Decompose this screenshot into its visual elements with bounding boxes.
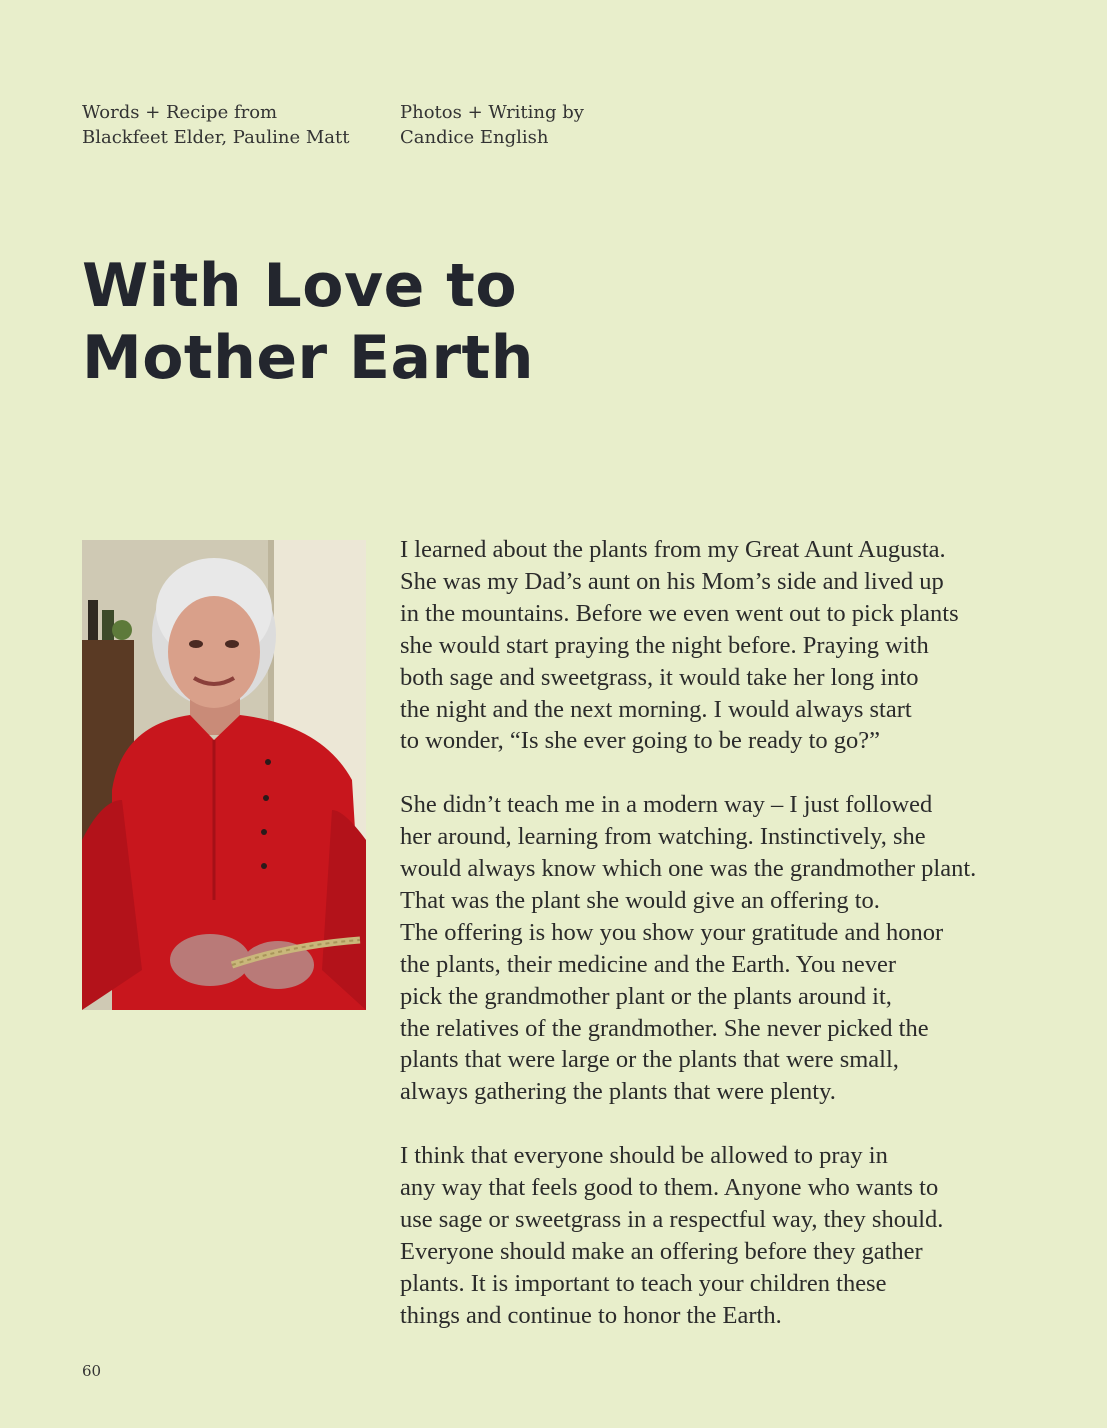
credit-line: Photos + Writing by	[400, 102, 584, 123]
text-line: always gathering the plants that were plenty.	[400, 1078, 836, 1106]
text-line: the relatives of the grandmother. She never picked the	[400, 1014, 929, 1042]
credit-photos-writing	[400, 100, 584, 150]
paragraph	[400, 789, 1010, 1108]
credit-line: Blackfeet Elder, Pauline Matt	[82, 127, 350, 148]
text-line: any way that feels good to them. Anyone who wants to	[400, 1174, 939, 1202]
credit-words-recipe	[82, 100, 350, 150]
text-line: to wonder, “Is she ever going to be ready to go?”	[400, 727, 881, 755]
text-line: in the mountains. Before we even went out to pick plants	[400, 599, 959, 627]
text-line: would always know which one was the grandmother plant.	[400, 855, 977, 883]
text-line: the night and the next morning. I would always start	[400, 695, 912, 723]
title-line: Mother Earth	[82, 323, 534, 393]
text-line: things and continue to honor the Earth.	[400, 1301, 782, 1329]
page-title	[82, 250, 534, 394]
text-line: I learned about the plants from my Great Aunt Augusta.	[400, 536, 946, 563]
text-line: use sage or sweetgrass in a respectful way, they should.	[400, 1206, 944, 1233]
title-line: With Love to	[82, 251, 518, 321]
page-number: 60	[82, 1362, 102, 1380]
article-body	[400, 534, 1010, 1364]
credit-line: Words + Recipe from	[82, 102, 278, 123]
text-line: the plants, their medicine and the Earth. You never	[400, 950, 896, 978]
text-line: The offering is how you show your gratitude and honor	[400, 918, 944, 946]
paragraph	[400, 1140, 1010, 1331]
text-line: pick the grandmother plant or the plants around it,	[400, 982, 892, 1010]
portrait-photo	[82, 540, 366, 1010]
text-line: both sage and sweetgrass, it would take her long into	[400, 663, 919, 691]
text-line: she would start praying the night before. Praying with	[400, 631, 929, 659]
credit-line: Candice English	[400, 127, 549, 148]
text-line: She was my Dad’s aunt on his Mom’s side and lived up	[400, 567, 944, 595]
text-line: Everyone should make an offering before they gather	[400, 1237, 923, 1265]
text-line: plants. It is important to teach your children these	[400, 1269, 887, 1297]
text-line: I think that everyone should be allowed to pray in	[400, 1142, 888, 1170]
text-line: her around, learning from watching. Instinctively, she	[400, 823, 926, 851]
text-line: That was the plant she would give an offering to.	[400, 886, 880, 914]
portrait-photo-icon	[82, 540, 366, 1010]
paragraph	[400, 534, 1010, 757]
text-line: She didn’t teach me in a modern way – I just followed	[400, 791, 933, 819]
text-line: plants that were large or the plants that were small,	[400, 1046, 899, 1074]
